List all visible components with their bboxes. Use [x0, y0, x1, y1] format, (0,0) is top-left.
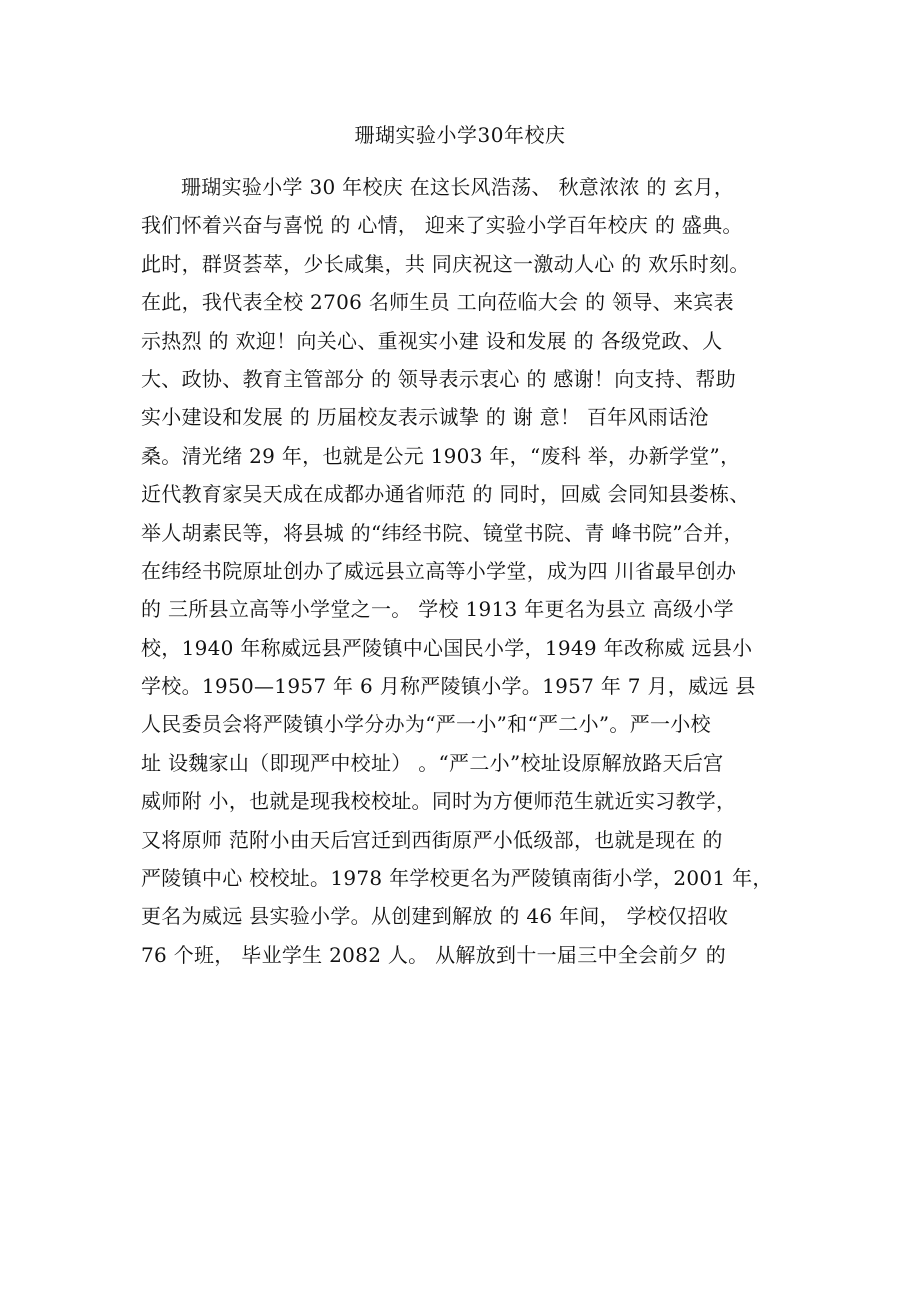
body-line: 我们怀着兴奋与喜悦 的 心情， 迎来了实验小学百年校庆 的 盛典。	[141, 213, 743, 238]
body-line: 此时，群贤荟萃，少长咸集，共 同庆祝这一激动人心 的 欢乐时刻。	[141, 251, 750, 276]
document-title: 珊瑚实验小学30年校庆	[354, 123, 566, 147]
body-line: 桑。清光绪 29 年，也就是公元 1903 年，“废科 举，办新学堂”，	[141, 443, 741, 468]
body-line: 威师附 小，也就是现我校校址。同时为方便师范生就近实习教学，	[141, 789, 737, 814]
body-line: 在纬经书院原址创办了威远县立高等小学堂，成为四 川省最早创办	[141, 558, 737, 583]
body-line: 大、政协、教育主管部分 的 领导表示衷心 的 感谢！向支持、帮助	[141, 366, 737, 391]
body-line: 人民委员会将严陵镇小学分办为“严一小”和“严二小”。严一小校	[141, 712, 711, 737]
body-line: 举人胡素民等，将县城 的“纬经书院、镜堂书院、青 峰书院”合并，	[141, 520, 744, 545]
body-line: 更名为威远 县实验小学。从创建到解放 的 46 年间， 学校仅招收	[141, 904, 729, 929]
body-line: 实小建设和发展 的 历届校友表示诚挚 的 谢 意！ 百年风雨话沧	[141, 405, 709, 430]
body-line: 的 三所县立高等小学堂之一。 学校 1913 年更名为县立 高级小学	[141, 597, 734, 622]
body-line: 近代教育家吴天成在成都办通省师范 的 同时，回威 会同知县娄栋、	[141, 482, 750, 507]
body-line: 学校。1950—1957 年 6 月称严陵镇小学。1957 年 7 月，威远 县	[141, 674, 756, 699]
body-line: 珊瑚实验小学 30 年校庆 在这长风浩荡、 秋意浓浓 的 玄月，	[181, 175, 735, 199]
body-line: 又将原师 范附小由天后宫迁到西街原严小低级部，也就是现在 的	[141, 827, 723, 852]
body-line: 址 设魏家山（即现严中校址） 。“严二小”校址设原解放路天后宫	[141, 750, 724, 775]
body-line: 严陵镇中心 校校址。1978 年学校更名为严陵镇南街小学，2001 年，	[141, 866, 773, 891]
body-line: 在此，我代表全校 2706 名师生员 工向莅临大会 的 领导、来宾表	[141, 290, 734, 315]
document-body	[141, 168, 801, 974]
body-line: 76 个班， 毕业学生 2082 人。 从解放到十一届三中全会前夕 的	[141, 942, 726, 967]
body-line: 校，1940 年称威远县严陵镇中心国民小学，1949 年改称威 远县小	[141, 635, 753, 660]
body-line: 示热烈 的 欢迎！向关心、重视实小建 设和发展 的 各级党政、人	[141, 328, 723, 353]
